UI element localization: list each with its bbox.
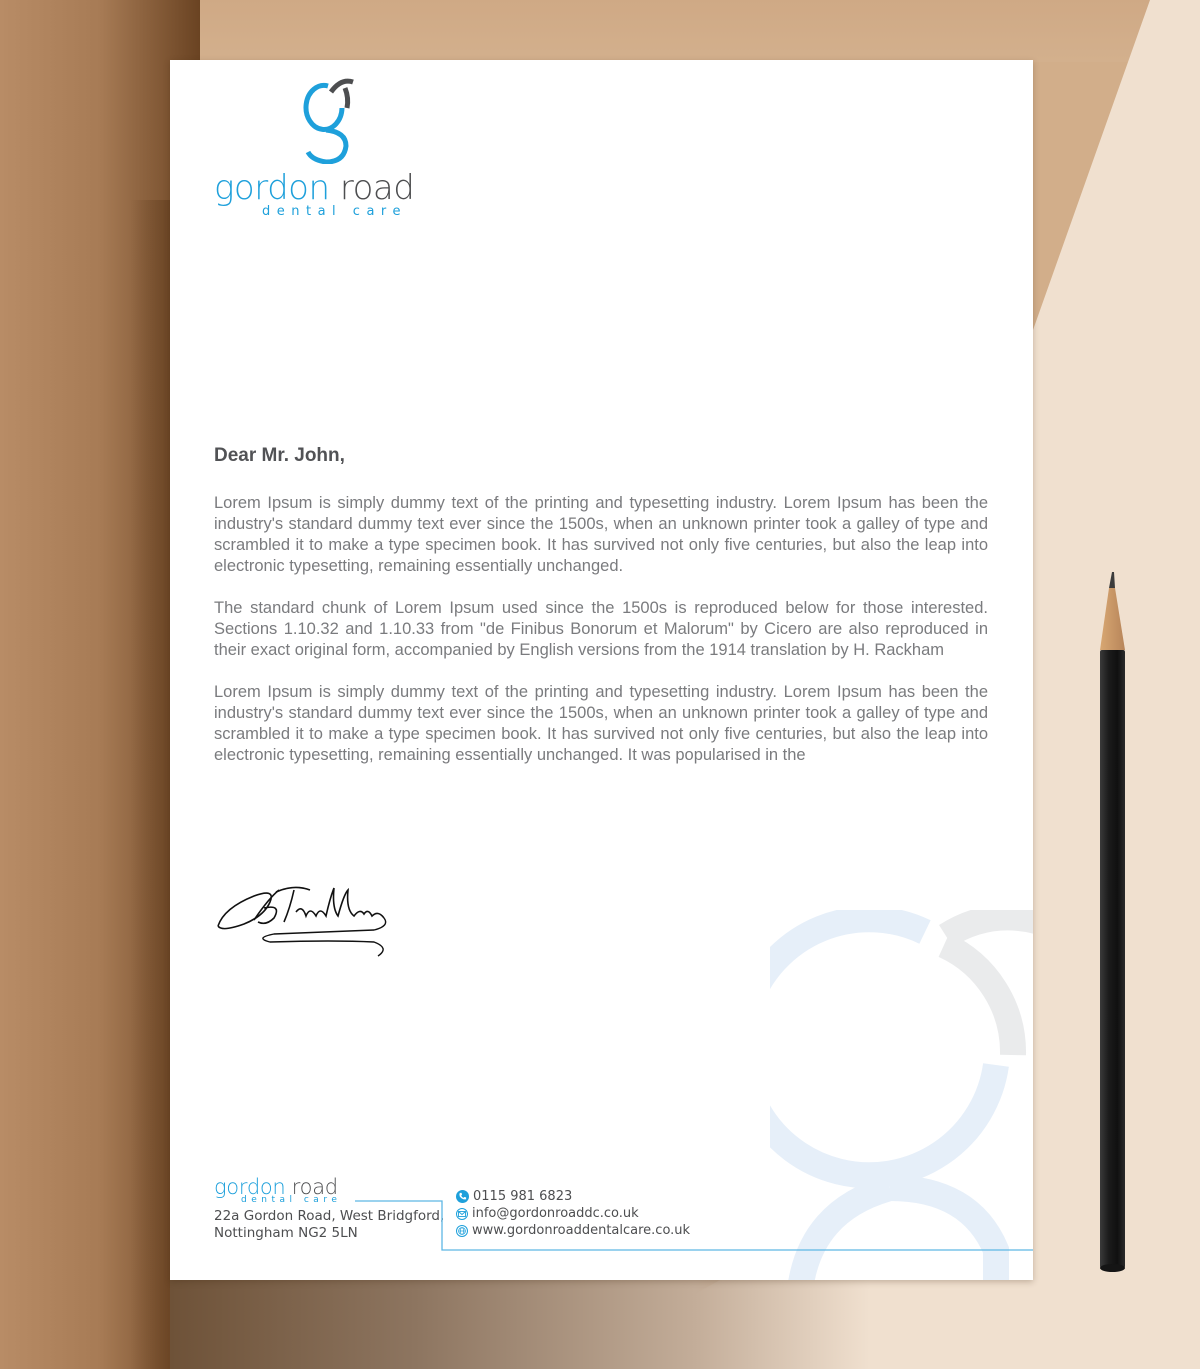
brand-tagline: dental care — [262, 204, 407, 219]
paragraph-3: Lorem Ipsum is simply dummy text of the printing and typesetting industry. Lorem Ipsum has been the industry's standard dummy text ever since the 1500s, when an unknown printer took a galley of type and scrambled it to make a type specimen book. It has survived not only five centuries, but also the leap into electronic typesetting, remaining essentially unchanged. It was popularised in the — [214, 683, 988, 764]
salutation: Dear Mr. John, — [214, 445, 345, 466]
pencil-prop — [1095, 570, 1130, 1280]
phone-icon — [456, 1190, 469, 1203]
watermark-g-logo-icon — [770, 910, 1033, 1280]
page-bottom-shadow — [170, 1280, 870, 1369]
brand-name-gordon: gordon — [214, 168, 330, 208]
footer-address — [214, 1208, 444, 1242]
address-line-1: 22a Gordon Road, West Bridgford, — [214, 1208, 445, 1224]
paragraph-1: Lorem Ipsum is simply dummy text of the printing and typesetting industry. Lorem Ipsum has been the industry's standard dummy text ever since the 1500s, when an unknown printer took a galley of type and scrambled it to make a type specimen book. It has survived not only five centuries, but also the leap into electronic typesetting, remaining essentially unchanged. — [214, 494, 988, 575]
contact-phone — [456, 1188, 690, 1205]
brand-wordmark — [214, 168, 414, 208]
footer-brand-gordon: gordon — [214, 1175, 286, 1199]
footer-brand-logo — [214, 1175, 342, 1205]
globe-icon — [456, 1225, 468, 1237]
address-line-2: Nottingham NG2 5LN — [214, 1225, 358, 1241]
letterhead-page — [170, 60, 1033, 1280]
footer-tagline: dental care — [241, 1195, 342, 1205]
website-url: www.gordonroaddentalcare.co.uk — [472, 1223, 691, 1238]
signature-image — [214, 868, 394, 958]
email-address: info@gordonroaddc.co.uk — [472, 1206, 639, 1221]
email-icon — [456, 1208, 468, 1220]
page-left-shadow — [130, 200, 175, 1369]
footer-brand-road: road — [285, 1175, 338, 1199]
phone-number: 0115 981 6823 — [473, 1189, 573, 1204]
contact-email — [456, 1205, 690, 1222]
footer-contacts — [456, 1188, 690, 1239]
brand-name-road: road — [329, 168, 415, 208]
g-logo-icon — [298, 74, 358, 164]
paragraph-2: The standard chunk of Lorem Ipsum used since the 1500s is reproduced below for those interested. Sections 1.10.32 and 1.10.33 from "de Finibus Bonorum et Malorum" by Cicero are also reproduced in their exact original form, accompanied by English versions from the 1914 translation by H. Rackham — [214, 599, 988, 659]
letter-body — [214, 493, 988, 787]
contact-website — [456, 1222, 690, 1239]
